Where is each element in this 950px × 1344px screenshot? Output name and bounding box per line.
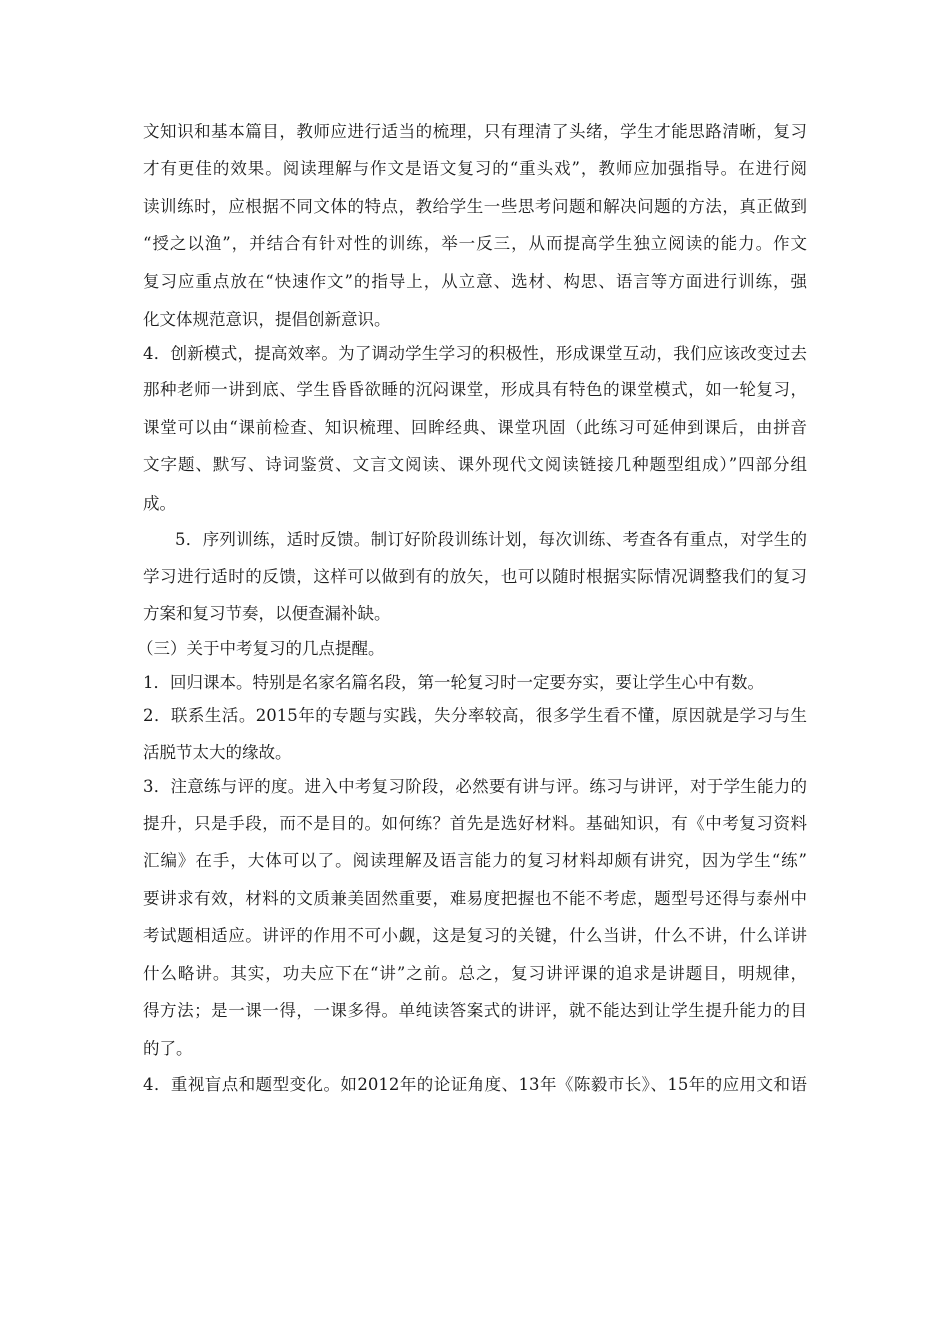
- text-line: 方案和复习节奏，以便查漏补缺。: [143, 604, 391, 623]
- text-line: 文字题、默写、诗词鉴赏、文言文阅读、课外现代文阅读链接几种题型组成）”四部分组: [143, 455, 807, 474]
- text-line: 得方法；是一课一得，一课多得。单纯读答案式的讲评，就不能达到让学生提升能力的目: [143, 1001, 807, 1020]
- text-line: 成。: [143, 494, 176, 513]
- text-line: 才有更佳的效果。阅读理解与作文是语文复习的“重头戏”，教师应加强指导。在进行阅: [143, 159, 807, 178]
- text-line: 复习应重点放在“快速作文”的指导上，从立意、选材、构思、语言等方面进行训练，强: [143, 272, 807, 291]
- list-item-heading: 2．联系生活。2015年的专题与实践，失分率较高，很多学生看不懂，原因就是学习与生: [143, 706, 807, 725]
- list-item-heading: 4．创新模式，提高效率。为了调动学生学习的积极性，形成课堂互动，我们应该改变过去: [143, 344, 807, 363]
- text-line: 化文体规范意识，提倡创新意识。: [143, 310, 391, 329]
- text-line: 那种老师一讲到底、学生昏昏欲睡的沉闷课堂，形成具有特色的课堂模式，如一轮复习，: [143, 380, 807, 399]
- text-line: 什么略讲。其实，功夫应下在“讲”之前。总之，复习讲评课的追求是讲题目，明规律，: [143, 964, 807, 983]
- text-line: 提升，只是手段，而不是目的。如何练？首先是选好材料。基础知识，有《中考复习资料: [143, 814, 807, 833]
- list-item-heading: 3．注意练与评的度。进入中考复习阶段，必然要有讲与评。练习与讲评，对于学生能力的: [143, 777, 807, 796]
- text-line: 的了。: [143, 1039, 193, 1058]
- list-item-heading: 4．重视盲点和题型变化。如2012年的论证角度、13年《陈毅市长》、15年的应用文和语: [143, 1075, 807, 1094]
- text-line: 活脱节太大的缘故。: [143, 743, 292, 762]
- list-item-heading: 1．回归课本。特别是名家名篇名段，第一轮复习时一定要夯实，要让学生心中有数。: [143, 673, 764, 692]
- text-line: 文知识和基本篇目，教师应进行适当的梳理，只有理清了头绪，学生才能思路清晰，复习: [143, 122, 807, 141]
- section-heading: （三）关于中考复习的几点提醒。: [137, 639, 385, 658]
- text-line: “授之以渔”，并结合有针对性的训练，举一反三，从而提高学生独立阅读的能力。作文: [143, 234, 807, 253]
- text-line: 考试题相适应。讲评的作用不可小觑，这是复习的关键，什么当讲，什么不讲，什么详讲: [143, 926, 807, 945]
- text-line: 学习进行适时的反馈，这样可以做到有的放矢，也可以随时根据实际情况调整我们的复习: [143, 567, 807, 586]
- text-line: 汇编》在手，大体可以了。阅读理解及语言能力的复习材料却颇有讲究，因为学生“练”: [143, 851, 807, 870]
- text-line: 要讲求有效，材料的文质兼美固然重要，难易度把握也不能不考虑，题型号还得与泰州中: [143, 889, 807, 908]
- text-line: 读训练时，应根据不同文体的特点，教给学生一些思考问题和解决问题的方法，真正做到: [143, 197, 807, 216]
- list-item-heading: 5．序列训练，适时反馈。制订好阶段训练计划，每次训练、考查各有重点，对学生的: [175, 530, 807, 549]
- text-line: 课堂可以由“课前检查、知识梳理、回眸经典、课堂巩固（此练习可延伸到课后，由拼音: [143, 418, 807, 437]
